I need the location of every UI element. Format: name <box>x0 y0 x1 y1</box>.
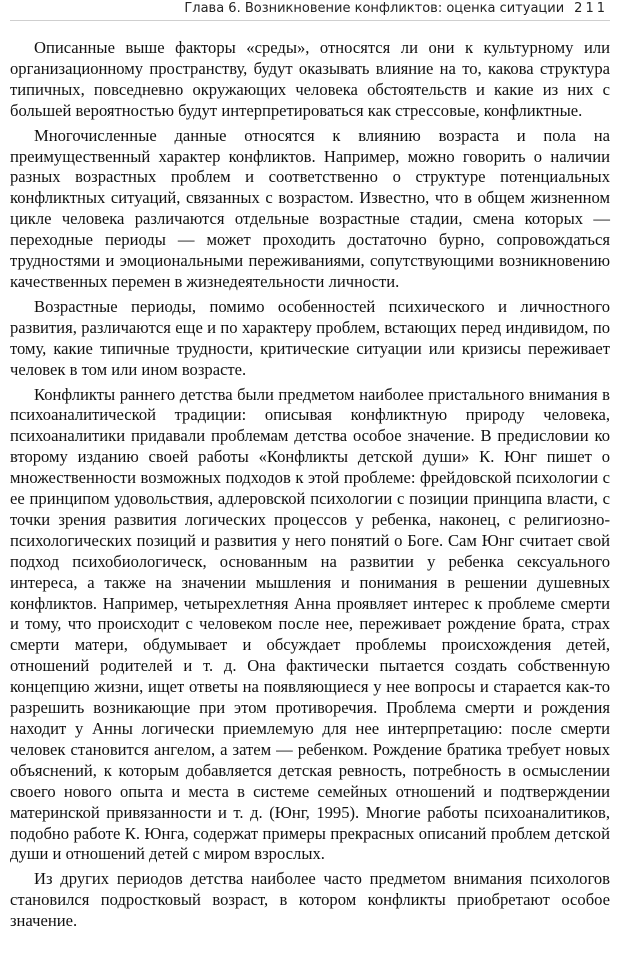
paragraph: Из других периодов детства наиболее часто предметом внимания психологов становился подростковый возраст, в котором конфликты приобретают особое значение. <box>10 869 610 931</box>
paragraph: Многочисленные данные относятся к влиянию возраста и пола на преимущественный характер конфликтов. Например, можно говорить о наличии разных возрастных проблем и соответственно о структуре потенциальных конфликтных ситуаций, связанных с возрастом. Известно, что в общем жизненном цикле человека различаются отдельные возрастные стадии, смена которых — переходные периоды — может проходить достаточно бурно, сопровождаться трудностями и эмоциональными переживаниями, сопутствующими возникновению качественных перемен в жизнедеятельности личности. <box>10 125 610 291</box>
body-text <box>10 38 610 936</box>
header-divider <box>10 20 610 21</box>
page-number: 211 <box>574 1 608 16</box>
paragraph: Возрастные периоды, помимо особенностей психического и личностного развития, различаются еще и по характеру проблем, встающих перед индивидом, по тому, какие типичные трудности, критические ситуации или кризисы переживает человек в том или ином возрасте. <box>10 296 610 379</box>
chapter-title: Глава 6. Возникновение конфликтов: оценка ситуации <box>184 1 565 16</box>
running-head <box>184 0 608 18</box>
paragraph: Конфликты раннего детства были предметом наиболее пристального внимания в психоаналитической традиции: описывая конфликтную природу человека, психоаналитики придавали проблемам детства особое значение. В предисловии ко второму изданию своей работы «Конфликты детской души» К. Юнг пишет о множественности возможных подходов к этой проблеме: фрейдовской психологии с ее принципом удовольствия, адлеровской психологии с позиции принципа власти, с точки зрения развития логических процессов у ребенка, наконец, с религиозно-психологических позиций и развития у него понятий о Боге. Сам Юнг считает свой подход психобиологическ, основанным на развитии у ребенка сексуального интереса, а также на значении мышления и понимания в решении душевных конфликтов. Например, четырехлетняя Анна проявляет интерес к проблеме смерти и тому, что происходит с человеком после нее, переживает рождение брата, страх смерти матери, обдумывает и обсуждает проблемы происхождения детей, отношений родителей и т. д. Она фактически пытается создать собственную концепцию жизни, ищет ответы на появляющиеся у нее вопросы и старается как-то разрешить возникающие при этом противоречия. Проблема смерти и рождения находит у Анны логически приемлемую для нее интерпретацию: после смерти человек становится ангелом, а затем — ребенком. Рождение братика требует новых объяснений, к которым добавляется детская ревность, потребность в осмыслении своего нового опыта и места в системе семейных отношений и подтверждении материнской привязанности и т. д. (Юнг, 1995). Многие работы психоаналитиков, подобно работе К. Юнга, содержат примеры прекрасных описаний проблем детской души и отношений детей с миром взрослых. <box>10 384 610 864</box>
paragraph: Описанные выше факторы «среды», относятся ли они к культурному или организационному пространству, будут оказывать влияние на то, какова структура типичных, повседневно окружающих человека обстоятельств и какие из них с большей вероятностью будут интерпретироваться как стрессовые, конфликтные. <box>10 38 610 120</box>
